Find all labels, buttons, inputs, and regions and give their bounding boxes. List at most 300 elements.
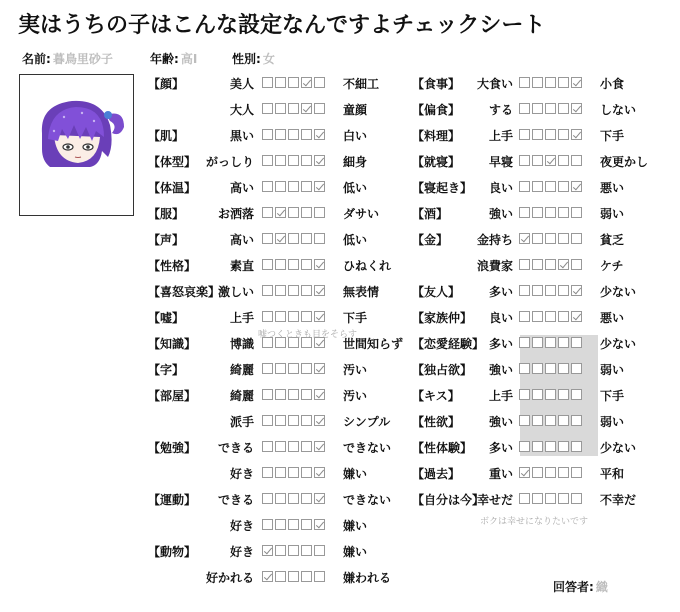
rating-checkbox[interactable]: [571, 77, 582, 88]
rating-checkbox[interactable]: [262, 441, 273, 452]
category-label: 【性欲】: [412, 415, 461, 429]
rating-checkbox[interactable]: [558, 233, 569, 244]
rating-checkbox[interactable]: [571, 415, 582, 426]
rating-checkbox[interactable]: [532, 181, 543, 192]
rating-checkbox[interactable]: [519, 285, 530, 296]
checklist-row-right: [412, 465, 680, 483]
checklist-row-left: [148, 205, 423, 223]
name-value: 暮鳥里砂子: [52, 52, 113, 66]
category-label: 【料理】: [412, 129, 461, 143]
category-label: 【過去】: [412, 467, 461, 481]
rating-checkbox[interactable]: [288, 519, 299, 530]
rating-checkbox[interactable]: [519, 467, 530, 478]
rating-checkbox[interactable]: [314, 311, 325, 322]
left-trait-label: 派手: [229, 415, 254, 429]
answerer-label: 回答者:: [553, 580, 594, 594]
rating-checkbox[interactable]: [275, 207, 286, 218]
rating-checkbox[interactable]: [558, 129, 569, 140]
rating-checkboxes: [262, 233, 325, 244]
left-trait-label: 強い: [488, 363, 513, 377]
rating-checkbox[interactable]: [532, 415, 543, 426]
rating-checkbox[interactable]: [314, 181, 325, 192]
rating-checkbox[interactable]: [301, 389, 312, 400]
rating-checkbox[interactable]: [532, 129, 543, 140]
rating-checkbox[interactable]: [571, 363, 582, 374]
rating-checkbox[interactable]: [262, 207, 273, 218]
left-trait-label: 好き: [229, 519, 254, 533]
category-label: 【性体験】: [412, 441, 473, 455]
checklist-row-left: [148, 75, 423, 93]
rating-checkbox[interactable]: [275, 233, 286, 244]
right-trait-label: 弱い: [600, 415, 625, 429]
rating-checkbox[interactable]: [571, 467, 582, 478]
rating-checkbox[interactable]: [519, 181, 530, 192]
checklist-row-right: [412, 439, 680, 457]
rating-checkbox[interactable]: [545, 337, 556, 348]
left-trait-label: 高い: [229, 181, 254, 195]
rating-checkbox[interactable]: [301, 285, 312, 296]
checklist-row-left: [148, 569, 423, 587]
checklist-row-right: [412, 283, 680, 301]
left-trait-label: 上手: [229, 311, 254, 325]
rating-checkbox[interactable]: [545, 493, 556, 504]
rating-checkbox[interactable]: [262, 545, 273, 556]
rating-checkbox[interactable]: [545, 311, 556, 322]
rating-checkboxes: [519, 363, 582, 374]
rating-checkbox[interactable]: [545, 415, 556, 426]
page-title: 実はうちの子はこんな設定なんですよチェックシート: [18, 13, 546, 38]
left-trait-label: 綺麗: [229, 363, 254, 377]
rating-checkbox[interactable]: [301, 415, 312, 426]
rating-checkbox[interactable]: [262, 155, 273, 166]
rating-checkbox[interactable]: [314, 129, 325, 140]
rating-checkbox[interactable]: [314, 155, 325, 166]
rating-checkbox[interactable]: [288, 441, 299, 452]
rating-checkbox[interactable]: [301, 77, 312, 88]
rating-checkboxes: [519, 467, 582, 478]
rating-checkbox[interactable]: [558, 259, 569, 270]
rating-checkbox[interactable]: [314, 233, 325, 244]
rating-checkbox[interactable]: [288, 363, 299, 374]
rating-checkbox[interactable]: [519, 103, 530, 114]
rating-checkboxes: [262, 363, 325, 374]
rating-checkboxes: [262, 129, 325, 140]
rating-checkboxes: [262, 545, 325, 556]
rating-checkbox[interactable]: [558, 415, 569, 426]
rating-checkbox[interactable]: [532, 103, 543, 114]
name-label: 名前:: [22, 52, 51, 66]
checklist-row-right: [412, 309, 680, 327]
rating-checkbox[interactable]: [301, 129, 312, 140]
rating-checkboxes: [519, 441, 582, 452]
rating-checkbox[interactable]: [519, 337, 530, 348]
rating-checkboxes: [519, 415, 582, 426]
checklist-row-right: [412, 179, 680, 197]
rating-checkboxes: [262, 467, 325, 478]
rating-checkbox[interactable]: [532, 363, 543, 374]
rating-checkbox[interactable]: [314, 571, 325, 582]
left-trait-label: 好かれる: [205, 571, 254, 585]
left-trait-label: する: [488, 103, 513, 117]
rating-checkbox[interactable]: [275, 519, 286, 530]
rating-checkbox[interactable]: [558, 207, 569, 218]
rating-checkbox[interactable]: [288, 571, 299, 582]
rating-checkbox[interactable]: [519, 155, 530, 166]
category-label: 【字】: [148, 363, 185, 377]
right-trait-label: 下手: [600, 389, 625, 403]
rating-checkbox[interactable]: [571, 285, 582, 296]
right-trait-label: 嫌い: [343, 545, 368, 559]
checklist-row-left: [148, 127, 423, 145]
rating-checkbox[interactable]: [262, 389, 273, 400]
left-trait-label: 綺麗: [229, 389, 254, 403]
rating-checkbox[interactable]: [275, 571, 286, 582]
rating-checkbox[interactable]: [262, 77, 273, 88]
checklist-row-right: [412, 361, 680, 379]
left-trait-label: 多い: [488, 337, 513, 351]
rating-checkbox[interactable]: [275, 181, 286, 192]
rating-checkbox[interactable]: [262, 467, 273, 478]
rating-checkbox[interactable]: [558, 363, 569, 374]
rating-checkbox[interactable]: [532, 389, 543, 400]
rating-checkbox[interactable]: [301, 363, 312, 374]
rating-checkbox[interactable]: [301, 571, 312, 582]
rating-checkbox[interactable]: [519, 363, 530, 374]
rating-checkbox[interactable]: [288, 155, 299, 166]
rating-checkbox[interactable]: [571, 311, 582, 322]
rating-checkbox[interactable]: [288, 467, 299, 478]
rating-checkbox[interactable]: [288, 77, 299, 88]
rating-checkbox[interactable]: [288, 259, 299, 270]
rating-checkbox[interactable]: [545, 155, 556, 166]
rating-checkbox[interactable]: [558, 389, 569, 400]
rating-checkbox[interactable]: [275, 103, 286, 114]
rating-checkbox[interactable]: [314, 363, 325, 374]
rating-checkbox[interactable]: [519, 129, 530, 140]
rating-checkboxes: [262, 415, 325, 426]
rating-checkbox[interactable]: [262, 103, 273, 114]
rating-checkbox[interactable]: [288, 181, 299, 192]
checklist-row-left: [148, 517, 423, 535]
rating-checkbox[interactable]: [558, 155, 569, 166]
right-trait-label: 低い: [343, 181, 368, 195]
rating-checkbox[interactable]: [301, 311, 312, 322]
rating-checkbox[interactable]: [519, 311, 530, 322]
left-trait-label: 早寝: [488, 155, 513, 169]
rating-checkbox[interactable]: [301, 155, 312, 166]
rating-checkbox[interactable]: [519, 233, 530, 244]
rating-checkbox[interactable]: [262, 233, 273, 244]
rating-checkbox[interactable]: [301, 259, 312, 270]
right-trait-label: 無表情: [343, 285, 380, 299]
rating-checkbox[interactable]: [519, 207, 530, 218]
rating-checkbox[interactable]: [571, 493, 582, 504]
rating-checkboxes: [262, 181, 325, 192]
rating-checkbox[interactable]: [275, 77, 286, 88]
rating-checkbox[interactable]: [288, 493, 299, 504]
rating-checkbox[interactable]: [545, 233, 556, 244]
rating-checkboxes: [519, 493, 582, 504]
rating-checkbox[interactable]: [571, 337, 582, 348]
rating-checkbox[interactable]: [545, 259, 556, 270]
left-trait-label: 博識: [229, 337, 254, 351]
rating-checkbox[interactable]: [262, 129, 273, 140]
right-trait-label: 下手: [343, 311, 368, 325]
checklist-row-left: [148, 153, 423, 171]
rating-checkbox[interactable]: [262, 311, 273, 322]
right-trait-label: 嫌い: [343, 519, 368, 533]
character-avatar: [19, 74, 134, 216]
rating-checkbox[interactable]: [301, 441, 312, 452]
rating-checkbox[interactable]: [314, 493, 325, 504]
rating-checkbox[interactable]: [275, 545, 286, 556]
rating-checkbox[interactable]: [288, 415, 299, 426]
rating-checkbox[interactable]: [314, 207, 325, 218]
rating-checkbox[interactable]: [301, 519, 312, 530]
rating-checkbox[interactable]: [301, 493, 312, 504]
rating-checkbox[interactable]: [275, 155, 286, 166]
checklist-row-right: [412, 413, 680, 431]
category-label: 【酒】: [412, 207, 449, 221]
rating-checkbox[interactable]: [519, 415, 530, 426]
rating-checkbox[interactable]: [288, 545, 299, 556]
category-label: 【服】: [148, 207, 185, 221]
rating-checkboxes: [519, 77, 582, 88]
category-label: 【肌】: [148, 129, 185, 143]
rating-checkbox[interactable]: [275, 467, 286, 478]
rating-checkbox[interactable]: [519, 259, 530, 270]
rating-checkbox[interactable]: [545, 467, 556, 478]
rating-checkbox[interactable]: [571, 389, 582, 400]
rating-checkbox[interactable]: [558, 311, 569, 322]
right-trait-label: 不細工: [343, 77, 380, 91]
rating-checkbox[interactable]: [262, 415, 273, 426]
right-trait-label: 少ない: [600, 337, 637, 351]
rating-checkbox[interactable]: [262, 181, 273, 192]
checklist-row-left: [148, 543, 423, 561]
age-value: 高Ⅰ: [180, 52, 198, 66]
rating-checkbox[interactable]: [545, 363, 556, 374]
rating-checkbox[interactable]: [532, 77, 543, 88]
rating-checkbox[interactable]: [571, 441, 582, 452]
checklist-row-right: [412, 127, 680, 145]
left-trait-label: がっしり: [205, 155, 254, 169]
rating-checkbox[interactable]: [532, 441, 543, 452]
rating-checkbox[interactable]: [288, 103, 299, 114]
rating-checkbox[interactable]: [558, 181, 569, 192]
rating-checkbox[interactable]: [275, 129, 286, 140]
rating-checkbox[interactable]: [558, 441, 569, 452]
right-trait-label: 細身: [343, 155, 368, 169]
rating-checkbox[interactable]: [275, 493, 286, 504]
right-trait-label: 嫌われる: [343, 571, 392, 585]
left-trait-label: できる: [217, 441, 254, 455]
rating-checkbox[interactable]: [532, 233, 543, 244]
rating-checkbox[interactable]: [275, 259, 286, 270]
rating-checkbox[interactable]: [301, 207, 312, 218]
rating-checkbox[interactable]: [314, 467, 325, 478]
rating-checkboxes: [262, 103, 325, 114]
rating-checkbox[interactable]: [301, 467, 312, 478]
rating-checkbox[interactable]: [571, 103, 582, 114]
right-trait-label: 世間知らず: [343, 337, 404, 351]
category-label: 【体温】: [148, 181, 197, 195]
category-label: 【独占欲】: [412, 363, 473, 377]
rating-checkbox[interactable]: [545, 77, 556, 88]
rating-checkbox[interactable]: [532, 337, 543, 348]
happy-note: ボクは幸せになりたいです: [480, 517, 589, 527]
left-trait-label: 素直: [229, 259, 254, 273]
rating-checkbox[interactable]: [314, 389, 325, 400]
rating-checkbox[interactable]: [288, 207, 299, 218]
rating-checkbox[interactable]: [314, 259, 325, 270]
rating-checkbox[interactable]: [545, 129, 556, 140]
left-trait-label: 強い: [488, 207, 513, 221]
left-trait-label: 金持ち: [476, 233, 513, 247]
rating-checkbox[interactable]: [262, 363, 273, 374]
rating-checkbox[interactable]: [545, 103, 556, 114]
checklist-row-right: [412, 387, 680, 405]
rating-checkbox[interactable]: [571, 233, 582, 244]
rating-checkbox[interactable]: [571, 259, 582, 270]
rating-checkbox[interactable]: [532, 285, 543, 296]
left-trait-label: 多い: [488, 441, 513, 455]
rating-checkbox[interactable]: [532, 207, 543, 218]
rating-checkbox[interactable]: [301, 181, 312, 192]
left-trait-label: 重い: [488, 467, 513, 481]
rating-checkbox[interactable]: [262, 285, 273, 296]
rating-checkbox[interactable]: [314, 77, 325, 88]
rating-checkbox[interactable]: [314, 103, 325, 114]
rating-checkbox[interactable]: [558, 285, 569, 296]
checklist-row-left: [148, 283, 423, 301]
category-label: 【性格】: [148, 259, 197, 273]
rating-checkboxes: [262, 207, 325, 218]
category-label: 【運動】: [148, 493, 197, 507]
left-trait-label: 強い: [488, 415, 513, 429]
rating-checkbox[interactable]: [301, 545, 312, 556]
checklist-row-left: [148, 179, 423, 197]
rating-checkbox[interactable]: [519, 389, 530, 400]
rating-checkbox[interactable]: [262, 259, 273, 270]
rating-checkbox[interactable]: [314, 285, 325, 296]
rating-checkbox[interactable]: [301, 103, 312, 114]
gender-label: 性別:: [232, 52, 261, 66]
rating-checkbox[interactable]: [519, 77, 530, 88]
rating-checkboxes: [262, 311, 325, 322]
rating-checkbox[interactable]: [519, 441, 530, 452]
right-trait-label: 平和: [600, 467, 625, 481]
rating-checkbox[interactable]: [275, 415, 286, 426]
left-trait-label: 好き: [229, 467, 254, 481]
rating-checkboxes: [519, 103, 582, 114]
checklist-row-left: [148, 413, 423, 431]
rating-checkbox[interactable]: [275, 285, 286, 296]
rating-checkbox[interactable]: [558, 467, 569, 478]
left-trait-label: 高い: [229, 233, 254, 247]
rating-checkbox[interactable]: [532, 493, 543, 504]
rating-checkbox[interactable]: [558, 103, 569, 114]
rating-checkboxes: [262, 493, 325, 504]
category-label: 【体型】: [148, 155, 197, 169]
rating-checkbox[interactable]: [288, 285, 299, 296]
rating-checkbox[interactable]: [288, 233, 299, 244]
rating-checkbox[interactable]: [545, 207, 556, 218]
rating-checkbox[interactable]: [288, 389, 299, 400]
gender-value: 女: [262, 52, 275, 66]
left-trait-label: 良い: [488, 181, 513, 195]
rating-checkbox[interactable]: [571, 129, 582, 140]
rating-checkbox[interactable]: [288, 311, 299, 322]
rating-checkbox[interactable]: [532, 311, 543, 322]
rating-checkbox[interactable]: [571, 207, 582, 218]
checklist-row-left: [148, 491, 423, 509]
rating-checkbox[interactable]: [262, 493, 273, 504]
rating-checkbox[interactable]: [288, 129, 299, 140]
rating-checkbox[interactable]: [545, 181, 556, 192]
left-trait-label: 上手: [488, 129, 513, 143]
rating-checkbox[interactable]: [275, 441, 286, 452]
category-label: 【就寝】: [412, 155, 461, 169]
rating-checkbox[interactable]: [262, 571, 273, 582]
rating-checkbox[interactable]: [314, 519, 325, 530]
rating-checkbox[interactable]: [275, 311, 286, 322]
rating-checkbox[interactable]: [532, 467, 543, 478]
right-trait-label: 弱い: [600, 363, 625, 377]
rating-checkbox[interactable]: [558, 77, 569, 88]
rating-checkbox[interactable]: [314, 545, 325, 556]
rating-checkbox[interactable]: [275, 363, 286, 374]
right-trait-label: 貧乏: [600, 233, 625, 247]
rating-checkbox[interactable]: [558, 337, 569, 348]
rating-checkboxes: [519, 181, 582, 192]
right-trait-label: 悪い: [600, 181, 625, 195]
rating-checkbox[interactable]: [262, 519, 273, 530]
category-label: 【友人】: [412, 285, 461, 299]
checklist-row-right: [412, 75, 680, 93]
left-trait-label: 黒い: [229, 129, 254, 143]
rating-checkboxes: [519, 259, 582, 270]
rating-checkbox[interactable]: [545, 389, 556, 400]
category-label: 【顔】: [148, 77, 185, 91]
rating-checkbox[interactable]: [545, 285, 556, 296]
checklist-row-left: [148, 465, 423, 483]
checklist-row-right: [412, 231, 680, 249]
rating-checkboxes: [262, 519, 325, 530]
rating-checkbox[interactable]: [314, 415, 325, 426]
rating-checkbox[interactable]: [545, 441, 556, 452]
rating-checkbox[interactable]: [571, 181, 582, 192]
rating-checkbox[interactable]: [532, 155, 543, 166]
left-trait-label: 幸せだ: [476, 493, 513, 507]
rating-checkbox[interactable]: [571, 155, 582, 166]
rating-checkbox[interactable]: [275, 389, 286, 400]
rating-checkboxes: [262, 441, 325, 452]
rating-checkbox[interactable]: [558, 493, 569, 504]
checklist-row-right: [412, 205, 680, 223]
age-field: [150, 50, 197, 67]
rating-checkbox[interactable]: [301, 233, 312, 244]
rating-checkbox[interactable]: [519, 493, 530, 504]
right-trait-label: ひねくれ: [343, 259, 392, 273]
checklist-row-right: [412, 491, 680, 509]
category-label: 【食事】: [412, 77, 461, 91]
right-trait-label: 下手: [600, 129, 625, 143]
rating-checkbox[interactable]: [532, 259, 543, 270]
category-label: 【寝起き】: [412, 181, 473, 195]
rating-checkbox[interactable]: [314, 441, 325, 452]
right-trait-label: 汚い: [343, 363, 368, 377]
